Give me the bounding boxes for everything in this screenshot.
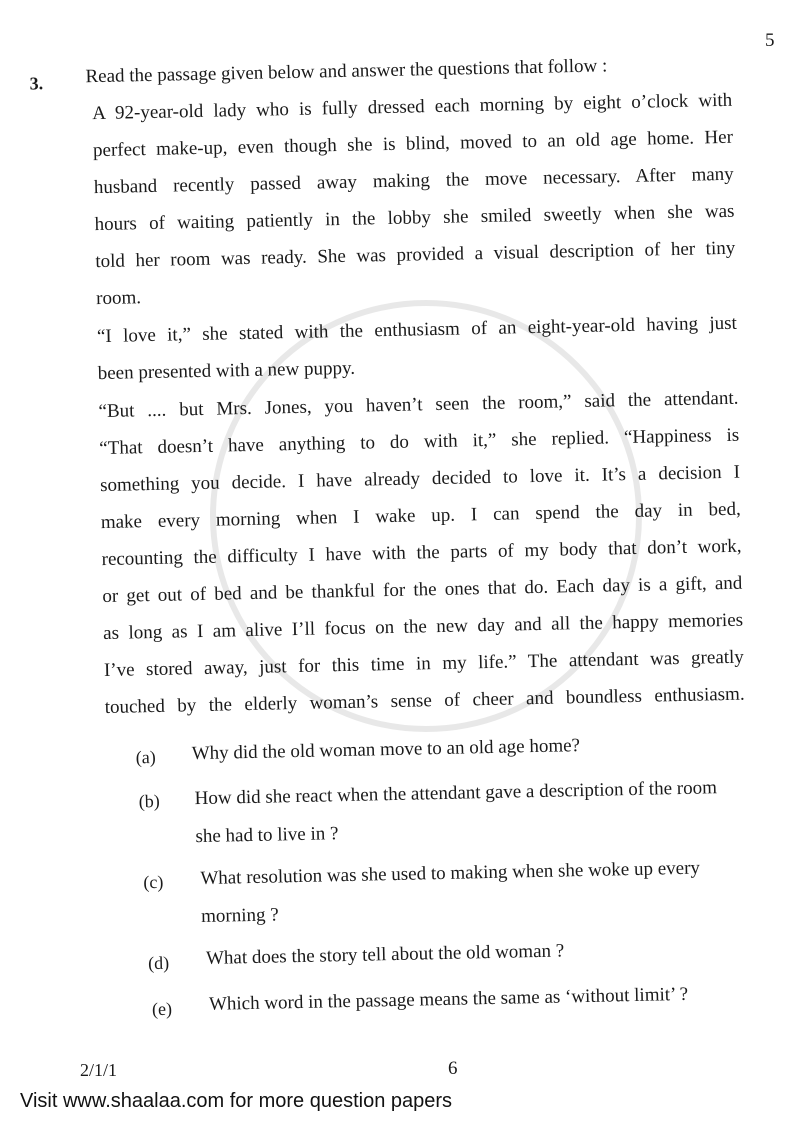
footer-link[interactable]: Visit www.shaalaa.com for more question papers (20, 1090, 453, 1112)
subquestion-label: (b) (138, 790, 160, 812)
subquestion-label: (d) (147, 952, 170, 974)
subquestion-text: morning ? (200, 904, 279, 928)
passage-line: husband recently passed away making the move necessary. After many (93, 163, 734, 199)
subquestion-label: (e) (151, 998, 173, 1020)
subquestion-text: Which word in the passage means the same as ‘without limit’ ? (208, 983, 689, 1015)
passage-line: “I love it,” she stated with the enthusiasm of an eight-year-old having just (96, 312, 738, 348)
subquestion-text: she had to live in ? (195, 823, 339, 848)
passage-line: recounting the difficulty I have with the parts of my body that don’t work, (101, 535, 742, 571)
passage-line: room. (95, 287, 142, 310)
passage-line: or get out of bed and be thankful for the ones that do. Each day is a gift, and (102, 572, 743, 608)
passage-line: make every morning when I wake up. I can spend the day in bed, (100, 498, 741, 534)
passage-line: I’ve stored away, just for this time in my life.” The attendant was greatly (103, 646, 745, 682)
passage-line: something you decide. I have already decided to love it. It’s a decision I (99, 461, 741, 497)
question-number: 3. (29, 73, 44, 94)
subquestion-text: Why did the old woman move to an old age home? (191, 735, 581, 765)
question-instruction: Read the passage given below and answer the questions that follow : (85, 55, 608, 88)
passage-line: as long as I am alive I’ll focus on the new day and all the happy memories (102, 609, 744, 645)
page-number-top: 5 (765, 30, 775, 51)
subquestion-text: What resolution was she used to making when she woke up every (200, 857, 701, 890)
passage-line: A 92-year-old lady who is fully dressed each morning by eight o’clock with (92, 89, 733, 125)
passage-line: “That doesn’t have anything to do with it,” she replied. “Happiness is (99, 424, 740, 460)
passage-line: perfect make-up, even though she is blind, moved to an old age home. Her (92, 126, 734, 162)
passage-line: hours of waiting patiently in the lobby she smiled sweetly when she was (94, 200, 735, 236)
subquestion-label: (a) (135, 746, 156, 768)
passage-line: touched by the elderly woman’s sense of cheer and boundless enthusiasm. (104, 683, 745, 719)
subquestion-label: (c) (143, 871, 164, 893)
subquestion-text: What does the story tell about the old woman ? (205, 940, 565, 969)
paper-code: 2/1/1 (80, 1060, 118, 1080)
subquestion-text: How did she react when the attendant gave a description of the room (194, 777, 718, 810)
page-number-bottom: 6 (448, 1058, 458, 1079)
passage-line: been presented with a new puppy. (97, 357, 356, 385)
passage-line: told her room was ready. She was provided a visual description of her tiny (95, 237, 736, 273)
passage-line: “But .... but Mrs. Jones, you haven’t seen the room,” said the attendant. (98, 387, 739, 423)
